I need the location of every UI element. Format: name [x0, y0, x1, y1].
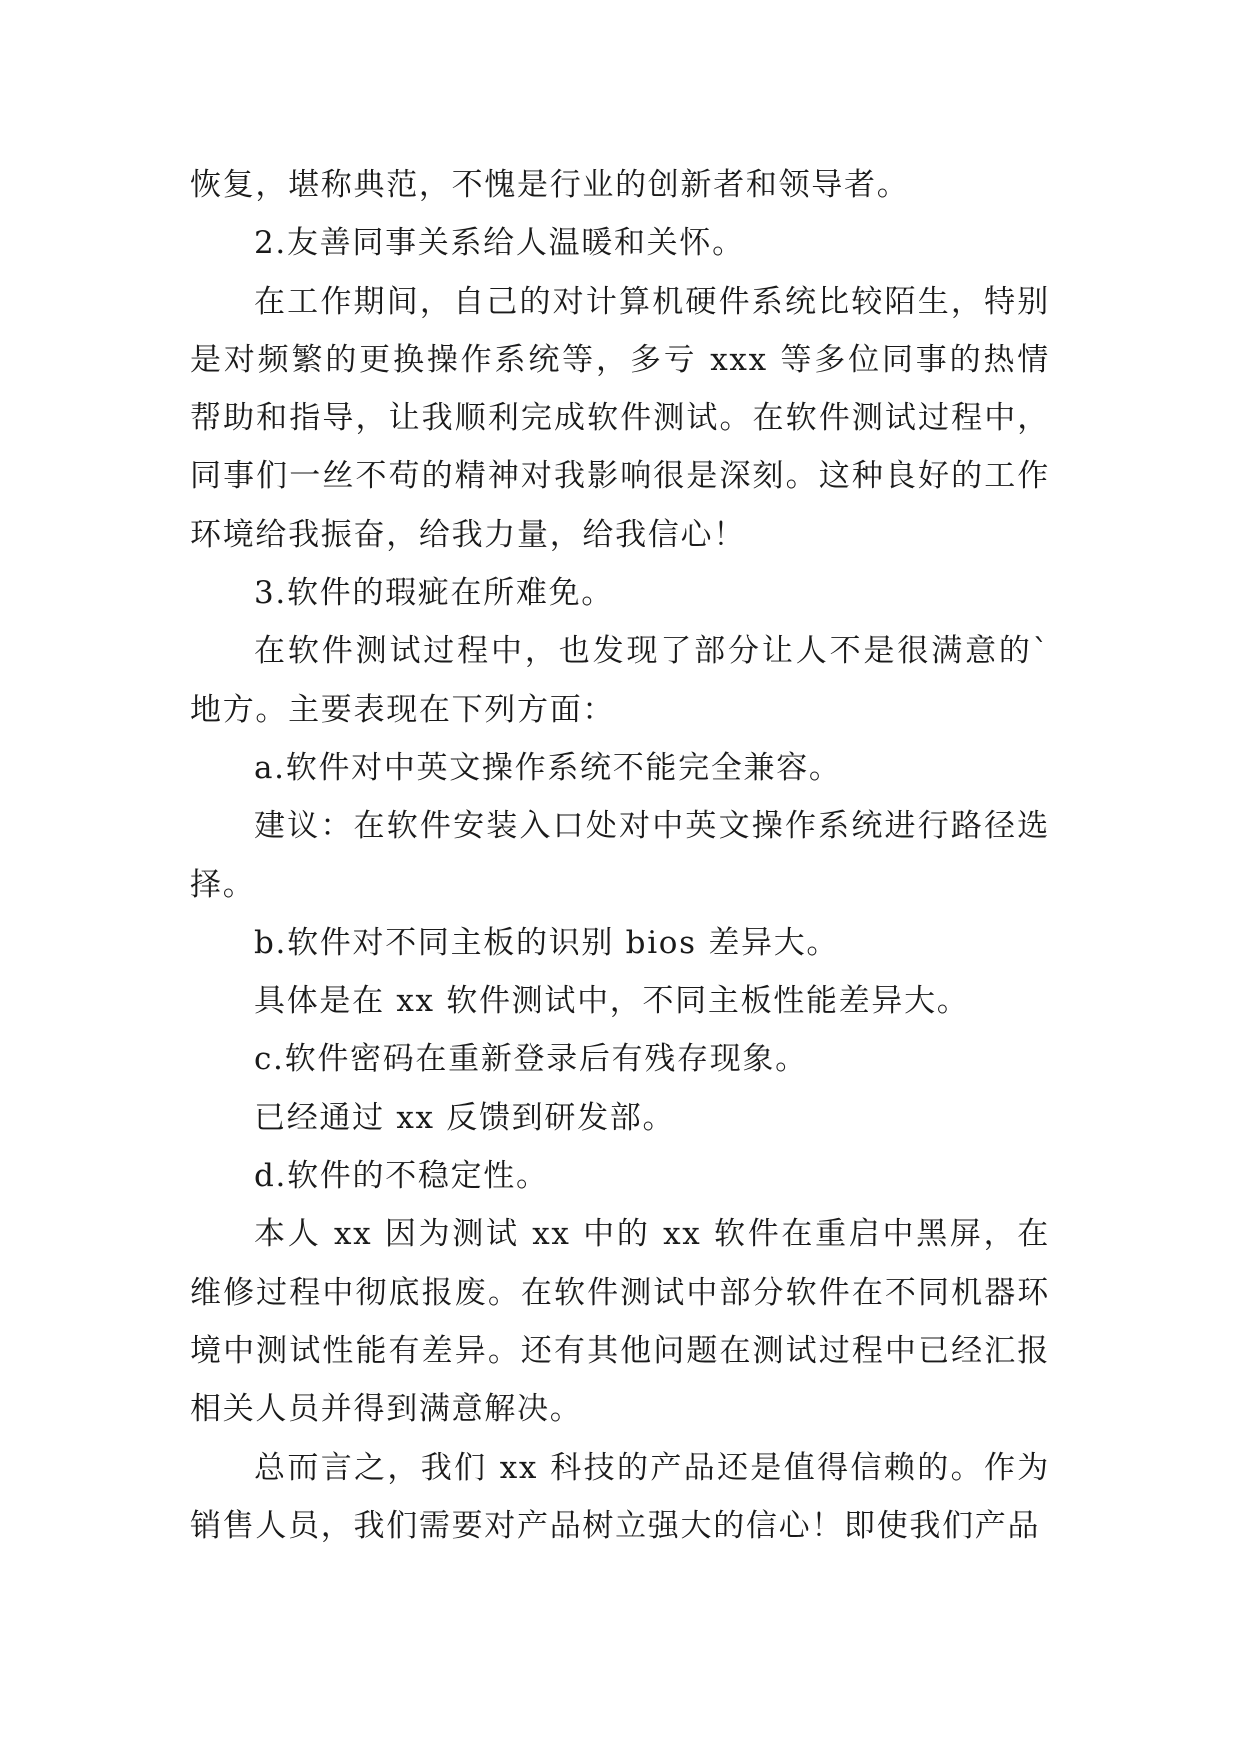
paragraph-heading-3: 3.软件的瑕疵在所难免。 [254, 575, 614, 612]
paragraph-item-b: b.软件对不同主板的识别 bios 差异大。 [254, 924, 840, 961]
paragraph-suggestion: 建议：在软件安装入口处对中英文操作系统进行路径选择。 [190, 808, 1050, 903]
paragraph-item-d: d.软件的不稳定性。 [254, 1158, 549, 1195]
paragraph-item-a: a.软件对中英文操作系统不能完全兼容。 [254, 749, 842, 786]
paragraph-conclusion: 总而言之，我们 xx 科技的产品还是值得信赖的。作为销售人员，我们需要对产品树立强大的信心！即使我们产品 [190, 1449, 1050, 1544]
paragraph-item-c-detail: 已经通过 xx 反馈到研发部。 [254, 1099, 676, 1136]
paragraph-continuation: 恢复，堪称典范，不愧是行业的创新者和领导者。 [190, 167, 910, 203]
document-body [190, 156, 1050, 1555]
paragraph-item-b-detail: 具体是在 xx 软件测试中，不同主板性能差异大。 [254, 983, 970, 1020]
paragraph-issues-intro: 在软件测试过程中，也发现了部分让人不是很满意的`地方。主要表现在下列方面： [190, 633, 1050, 728]
paragraph-heading-2: 2.友善同事关系给人温暖和关怀。 [254, 225, 745, 262]
paragraph-colleagues: 在工作期间，自己的对计算机硬件系统比较陌生，特别是对频繁的更换操作系统等，多亏 xxx 等多位同事的热情帮助和指导，让我顺利完成软件测试。在软件测试过程中，同事们一丝不苟的精神对我影响很是深刻。这种良好的工作环境给我振奋，给我力量，给我信心！ [190, 283, 1050, 553]
paragraph-item-c: c.软件密码在重新登录后有残存现象。 [254, 1041, 808, 1078]
paragraph-item-d-detail: 本人 xx 因为测试 xx 中的 xx 软件在重启中黑屏，在维修过程中彻底报废。在软件测试中部分软件在不同机器环境中测试性能有差异。还有其他问题在测试过程中已经汇报相关人员并得到满意解决。 [190, 1216, 1050, 1428]
